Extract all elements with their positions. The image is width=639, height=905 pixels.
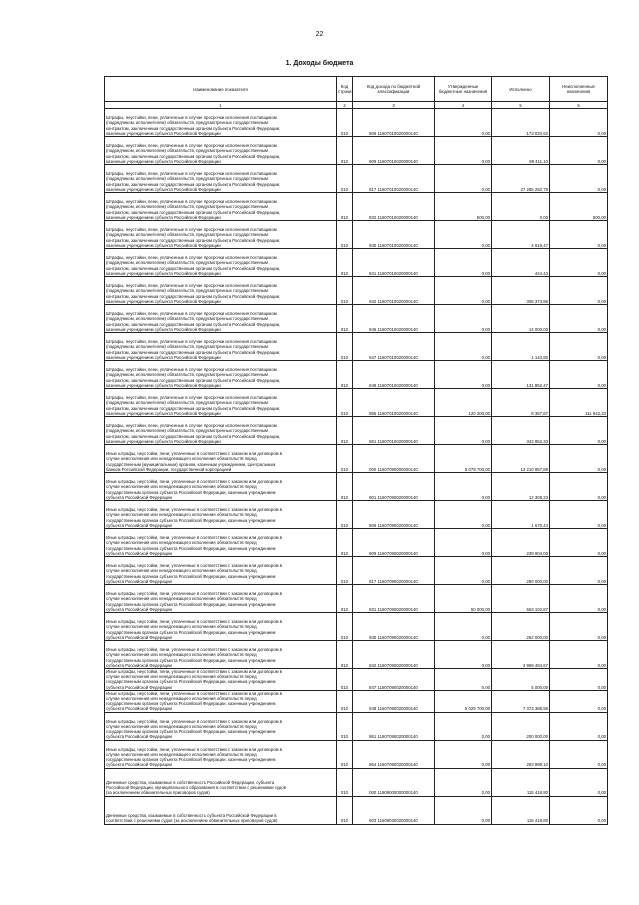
cell-approved: 0,00 (435, 137, 492, 165)
table-row (105, 669, 608, 691)
cell-executed: 1 670,44 (492, 501, 550, 529)
cell-name: Денежные средства, изымаемые в собственность субъекта Российской Федерации в соответствии с решениями судов (за исключением обвинительных приговоров судов) (105, 796, 337, 824)
cell-income-code: 809 11607010020000140 (353, 137, 435, 165)
cell-income-code: 847 11607010020000140 (353, 333, 435, 361)
cell-approved: 0,00 (435, 221, 492, 249)
cell-income-code: 842 11607090020000140 (353, 641, 435, 669)
cell-name: Штрафы, неустойки, пени, уплаченные в случае просрочки исполнения поставщиком (подрядчиком, исполнителем) обязательств, предусмотренных государственным контрактом, заключенным государственным органом субъекта Российской Федерации, казенным учреждением субъекта Российской Федерации (105, 137, 337, 165)
table-row (105, 361, 608, 389)
header-unexecuted: Неисполненные назначения (550, 77, 608, 102)
table-row (105, 768, 608, 796)
cell-executed: 7 373 388,58 (492, 690, 550, 712)
cell-income-code: 840 11607010020000140 (353, 221, 435, 249)
cell-unexecuted: 0,00 (550, 768, 608, 796)
cell-name: Иные штрафы, неустойки, пени, уплаченные в соответствии с законом или договором в случае неисполнения или ненадлежащего исполнения обязательств перед государственным органом субъекта Российской Федерации, казенным учреждением субъекта Российской Федерации (105, 740, 337, 768)
table-row (105, 740, 608, 768)
cell-line-code: 010 (337, 389, 353, 417)
cell-unexecuted: 0,00 (550, 165, 608, 193)
table-row (105, 137, 608, 165)
cell-income-code: 806 11607090020000140 (353, 501, 435, 529)
cell-executed: 200 000,00 (492, 712, 550, 740)
table-header-row (105, 77, 608, 102)
cell-executed: 13 210 857,89 (492, 445, 550, 473)
header-income-code: Код дохода по бюджетной классификации (353, 77, 435, 102)
cell-approved: 0,00 (435, 768, 492, 796)
cell-name: Иные штрафы, неустойки, пени, уплаченные в соответствии с законом или договором в случае неисполнения или ненадлежащего исполнения обязательств перед государственным органом субъекта Российской Федерации, казенным учреждением субъекта Российской Федерации (105, 669, 337, 691)
cell-unexecuted: 0,00 (550, 740, 608, 768)
cell-executed: 14 000,00 (492, 305, 550, 333)
table-row (105, 417, 608, 445)
cell-approved: 0,00 (435, 740, 492, 768)
cell-unexecuted: 0,00 (550, 529, 608, 557)
cell-name: Штрафы, неустойки, пени, уплаченные в случае просрочки исполнения поставщиком (подрядчиком, исполнителем) обязательств, предусмотренных государственным контрактом, заключенным государственным органом субъекта Российской Федерации, казенным учреждением субъекта Российской Федерации (105, 305, 337, 333)
column-number: 5 (492, 102, 550, 109)
cell-approved: 0,00 (435, 417, 492, 445)
cell-approved: 0,00 (435, 361, 492, 389)
cell-executed: 8 357,67 (492, 389, 550, 417)
cell-name: Штрафы, неустойки, пени, уплаченные в случае просрочки исполнения поставщиком (подрядчиком, исполнителем) обязательств, предусмотренных государственным контрактом, заключенным государственным органом субъекта Российской Федерации, казенным учреждением субъекта Российской Федерации (105, 277, 337, 305)
cell-unexecuted: 0,00 (550, 109, 608, 137)
cell-income-code: 806 11607010020000140 (353, 109, 435, 137)
cell-approved: 0,00 (435, 109, 492, 137)
cell-unexecuted: 0,00 (550, 445, 608, 473)
cell-executed: 308 373,96 (492, 277, 550, 305)
cell-name: Штрафы, неустойки, пени, уплаченные в случае просрочки исполнения поставщиком (подрядчиком, исполнителем) обязательств, предусмотренных государственным контрактом, заключенным государственным органом субъекта Российской Федерации, казенным учреждением субъекта Российской Федерации (105, 109, 337, 137)
cell-unexecuted: 0,00 (550, 277, 608, 305)
cell-approved: 0,00 (435, 305, 492, 333)
cell-name: Штрафы, неустойки, пени, уплаченные в случае просрочки исполнения поставщиком (подрядчиком, исполнителем) обязательств, предусмотренных государственным контрактом, заключенным государственным органом субъекта Российской Федерации, казенным учреждением субъекта Российской Федерации (105, 417, 337, 445)
column-number-row (105, 102, 608, 109)
cell-unexecuted: 0,00 (550, 613, 608, 641)
cell-approved: 0,00 (435, 557, 492, 585)
cell-unexecuted: 0,00 (550, 690, 608, 712)
cell-line-code: 010 (337, 473, 353, 501)
cell-name: Штрафы, неустойки, пени, уплаченные в случае просрочки исполнения поставщиком (подрядчиком, исполнителем) обязательств, предусмотренных государственным контрактом, заключенным государственным органом субъекта Российской Федерации, казенным учреждением субъекта Российской Федерации (105, 193, 337, 221)
cell-income-code: 848 11607010020000140 (353, 361, 435, 389)
cell-executed: 115 418,80 (492, 796, 550, 824)
cell-unexecuted: 0,00 (550, 249, 608, 277)
cell-income-code: 000 11609000000000140 (353, 768, 435, 796)
cell-line-code: 010 (337, 768, 353, 796)
page-number: 22 (315, 31, 324, 38)
table-row (105, 305, 608, 333)
table-row (105, 557, 608, 585)
cell-approved: 5 029 700,00 (435, 690, 492, 712)
cell-name: Денежные средства, изымаемые в собственность Российской Федерации, субъекта Российской Федерации, муниципального образования в соответствии с решениями судов (за исключением обвинительных приговоров судов) (105, 768, 337, 796)
cell-name: Штрафы, неустойки, пени, уплаченные в случае просрочки исполнения поставщиком (подрядчиком, исполнителем) обязательств, предусмотренных государственным контрактом, заключенным государственным органом субъекта Российской Федерации, казенным учреждением субъекта Российской Федерации (105, 333, 337, 361)
column-number: 4 (435, 102, 492, 109)
cell-income-code: 840 11607090020000140 (353, 613, 435, 641)
cell-line-code: 010 (337, 712, 353, 740)
cell-income-code: 841 11607010020000140 (353, 249, 435, 277)
cell-line-code: 010 (337, 557, 353, 585)
cell-approved: 0,00 (435, 333, 492, 361)
cell-line-code: 010 (337, 361, 353, 389)
cell-executed: 3 969 484,67 (492, 641, 550, 669)
cell-approved: 0,00 (435, 473, 492, 501)
table-row (105, 193, 608, 221)
cell-unexecuted: 500,00 (550, 193, 608, 221)
cell-approved: 0,00 (435, 529, 492, 557)
cell-approved: 0,00 (435, 165, 492, 193)
table-row (105, 585, 608, 613)
cell-line-code: 010 (337, 109, 353, 137)
table-row (105, 796, 608, 824)
cell-line-code: 010 (337, 641, 353, 669)
cell-name: Штрафы, неустойки, пени, уплаченные в случае просрочки исполнения поставщиком (подрядчиком, исполнителем) обязательств, предусмотренных государственным контрактом, заключенным государственным органом субъекта Российской Федерации, казенным учреждением субъекта Российской Федерации (105, 249, 337, 277)
cell-executed: 563 102,87 (492, 585, 550, 613)
header-executed: Исполнено (492, 77, 550, 102)
cell-approved: 0,00 (435, 249, 492, 277)
cell-executed: 173 020,62 (492, 109, 550, 137)
cell-name: Иные штрафы, неустойки, пени, уплаченные в соответствии с законом или договором в случае неисполнения или ненадлежащего исполнения обязательств перед государственным органом субъекта Российской Федерации, казенным учреждением субъекта Российской Федерации (105, 585, 337, 613)
cell-unexecuted: 0,00 (550, 417, 608, 445)
cell-executed: 4 619,47 (492, 221, 550, 249)
cell-name: Иные штрафы, неустойки, пени, уплаченные в соответствии с законом или договором в случае неисполнения или ненадлежащего исполнения обязательств перед государственным органом субъекта Российской Федерации, казенным учреждением субъекта Российской Федерации (105, 473, 337, 501)
cell-income-code: 817 11607090020000140 (353, 557, 435, 585)
cell-executed: 131 852,47 (492, 361, 550, 389)
cell-unexecuted: 0,00 (550, 333, 608, 361)
cell-approved: 0,00 (435, 613, 492, 641)
table-row (105, 529, 608, 557)
cell-line-code: 010 (337, 445, 353, 473)
cell-name: Иные штрафы, неустойки, пени, уплаченные в соответствии с законом или договором в случае неисполнения или ненадлежащего исполнения обязательств перед государственным органом субъекта Российской Федерации, казенным учреждением субъекта Российской Федерации (105, 557, 337, 585)
table-body (105, 109, 608, 825)
header-line-code: Код строки (337, 77, 353, 102)
budget-income-table (104, 76, 608, 825)
table-row (105, 249, 608, 277)
cell-income-code: 831 11607090020000140 (353, 585, 435, 613)
cell-executed: 290 000,00 (492, 557, 550, 585)
cell-name: Иные штрафы, неустойки, пени, уплаченные в соответствии с законом или договором в случае неисполнения или ненадлежащего исполнения обязательств перед государственным органом субъекта Российской Федерации, казенным учреждением субъекта Российской Федерации (105, 529, 337, 557)
cell-name: Штрафы, неустойки, пени, уплаченные в случае просрочки исполнения поставщиком (подрядчиком, исполнителем) обязательств, предусмотренных государственным контрактом, заключенным государственным органом субъекта Российской Федерации, казенным учреждением субъекта Российской Федерации (105, 389, 337, 417)
cell-line-code: 010 (337, 740, 353, 768)
cell-approved: 500,00 (435, 193, 492, 221)
cell-line-code: 010 (337, 137, 353, 165)
cell-income-code: 846 11607010020000140 (353, 305, 435, 333)
column-number: 6 (550, 102, 608, 109)
cell-unexecuted: 111 942,33 (550, 389, 608, 417)
table-row (105, 333, 608, 361)
column-number: 3 (353, 102, 435, 109)
cell-approved: 0,00 (435, 277, 492, 305)
table-row (105, 501, 608, 529)
cell-income-code: 803 11609030020000140 (353, 796, 435, 824)
table-row (105, 165, 608, 193)
cell-line-code: 010 (337, 501, 353, 529)
cell-unexecuted: 0,00 (550, 557, 608, 585)
cell-line-code: 010 (337, 221, 353, 249)
cell-executed: 239 904,00 (492, 529, 550, 557)
cell-income-code: 848 11607090020000140 (353, 690, 435, 712)
cell-name: Иные штрафы, неустойки, пени, уплаченные в соответствии с законом или договором в случае неисполнения или ненадлежащего исполнения обязательств перед государственным органом субъекта Российской Федерации, казенным учреждением субъекта Российской Федерации (105, 501, 337, 529)
cell-approved: 0,00 (435, 669, 492, 691)
cell-approved: 0,00 (435, 796, 492, 824)
cell-name: Иные штрафы, неустойки, пени, уплаченные в соответствии с законом или договором в случае неисполнения или ненадлежащего исполнения обязательств перед государственным органом субъекта Российской Федерации, казенным учреждением субъекта Российской Федерации (105, 712, 337, 740)
cell-line-code: 010 (337, 165, 353, 193)
cell-unexecuted: 0,00 (550, 585, 608, 613)
cell-unexecuted: 0,00 (550, 796, 608, 824)
cell-income-code: 855 11607010020000140 (353, 389, 435, 417)
cell-income-code: 861 11607090020000140 (353, 712, 435, 740)
cell-income-code: 000 11607090000000140 (353, 445, 435, 473)
cell-unexecuted: 0,00 (550, 669, 608, 691)
cell-income-code: 817 11607010020000140 (353, 165, 435, 193)
header-name: Наименование показателя (105, 77, 337, 102)
cell-unexecuted: 0,00 (550, 221, 608, 249)
cell-name: Иные штрафы, неустойки, пени, уплаченные в соответствии с законом или договором в случае неисполнения или ненадлежащего исполнения обязательств перед государственным органом субъекта Российской Федерации, казенным учреждением субъекта Российской Федерации (105, 613, 337, 641)
cell-approved: 120 300,00 (435, 389, 492, 417)
cell-executed: 0,00 (492, 193, 550, 221)
cell-unexecuted: 0,00 (550, 361, 608, 389)
cell-income-code: 801 11607090020000140 (353, 473, 435, 501)
table-row (105, 277, 608, 305)
cell-unexecuted: 0,00 (550, 712, 608, 740)
cell-line-code: 010 (337, 333, 353, 361)
table-row (105, 109, 608, 137)
header-approved: Утвержденные бюджетные назначения (435, 77, 492, 102)
cell-unexecuted: 0,00 (550, 137, 608, 165)
cell-executed: 115 418,80 (492, 768, 550, 796)
cell-line-code: 010 (337, 277, 353, 305)
table-row (105, 473, 608, 501)
cell-name: Штрафы, неустойки, пени, уплаченные в случае просрочки исполнения поставщиком (подрядчиком, исполнителем) обязательств, предусмотренных государственным контрактом, заключенным государственным органом субъекта Российской Федерации, казенным учреждением субъекта Российской Федерации (105, 221, 337, 249)
table-row (105, 712, 608, 740)
cell-executed: 27 285 282,79 (492, 165, 550, 193)
cell-line-code: 010 (337, 305, 353, 333)
cell-name: Штрафы, неустойки, пени, уплаченные в случае просрочки исполнения поставщиком (подрядчиком, исполнителем) обязательств, предусмотренных государственным контрактом, заключенным государственным органом субъекта Российской Федерации, казенным учреждением субъекта Российской Федерации (105, 361, 337, 389)
cell-line-code: 010 (337, 796, 353, 824)
cell-unexecuted: 0,00 (550, 473, 608, 501)
cell-income-code: 842 11607010020000140 (353, 277, 435, 305)
cell-executed: 1 143,80 (492, 333, 550, 361)
cell-income-code: 847 11607090020000140 (353, 669, 435, 691)
column-number: 1 (105, 102, 337, 109)
cell-line-code: 010 (337, 585, 353, 613)
cell-line-code: 010 (337, 690, 353, 712)
cell-income-code: 809 11607090020000140 (353, 529, 435, 557)
table-row (105, 221, 608, 249)
cell-line-code: 010 (337, 193, 353, 221)
table-row (105, 445, 608, 473)
cell-line-code: 010 (337, 529, 353, 557)
cell-unexecuted: 0,00 (550, 305, 608, 333)
cell-executed: 5 000,00 (492, 669, 550, 691)
cell-executed: 342 852,33 (492, 417, 550, 445)
table-row (105, 389, 608, 417)
cell-line-code: 010 (337, 613, 353, 641)
cell-income-code: 861 11607010020000140 (353, 417, 435, 445)
cell-executed: 293 999,10 (492, 740, 550, 768)
cell-executed: 262 000,00 (492, 613, 550, 641)
table-row (105, 690, 608, 712)
cell-name: Иные штрафы, неустойки, пени, уплаченные в соответствии с законом или договором в случае неисполнения или ненадлежащего исполнения обязательств перед государственным органом субъекта Российской Федерации, казенным учреждением субъекта Российской Федерации (105, 690, 337, 712)
cell-income-code: 832 11607010020000140 (353, 193, 435, 221)
cell-income-code: 864 11607090020000140 (353, 740, 435, 768)
cell-executed: 88 411,10 (492, 137, 550, 165)
cell-name: Иные штрафы, неустойки, пени, уплаченные в соответствии с законом или договором в случае неисполнения или ненадлежащего исполнения обязательств перед государственным (муниципальным) органом, казенным учреждением, Центральным банком Российской Федерации, государственной корпорацией (105, 445, 337, 473)
cell-name: Штрафы, неустойки, пени, уплаченные в случае просрочки исполнения поставщиком (подрядчиком, исполнителем) обязательств, предусмотренных государственным контрактом, заключенным государственным органом субъекта Российской Федерации, казенным учреждением субъекта Российской Федерации (105, 165, 337, 193)
column-number: 2 (337, 102, 353, 109)
cell-line-code: 010 (337, 669, 353, 691)
cell-unexecuted: 0,00 (550, 501, 608, 529)
cell-approved: 5 079 700,00 (435, 445, 492, 473)
cell-executed: 12 308,23 (492, 473, 550, 501)
cell-approved: 0,00 (435, 641, 492, 669)
table-row (105, 641, 608, 669)
cell-approved: 0,00 (435, 501, 492, 529)
cell-line-code: 010 (337, 417, 353, 445)
cell-unexecuted: 0,00 (550, 641, 608, 669)
cell-approved: 0,00 (435, 712, 492, 740)
cell-name: Иные штрафы, неустойки, пени, уплаченные в соответствии с законом или договором в случае неисполнения или ненадлежащего исполнения обязательств перед государственным органом субъекта Российской Федерации, казенным учреждением субъекта Российской Федерации (105, 641, 337, 669)
section-title: 1. Доходы бюджета (285, 60, 354, 67)
cell-executed: 444,43 (492, 249, 550, 277)
cell-approved: 50 000,00 (435, 585, 492, 613)
cell-line-code: 010 (337, 249, 353, 277)
table-row (105, 613, 608, 641)
